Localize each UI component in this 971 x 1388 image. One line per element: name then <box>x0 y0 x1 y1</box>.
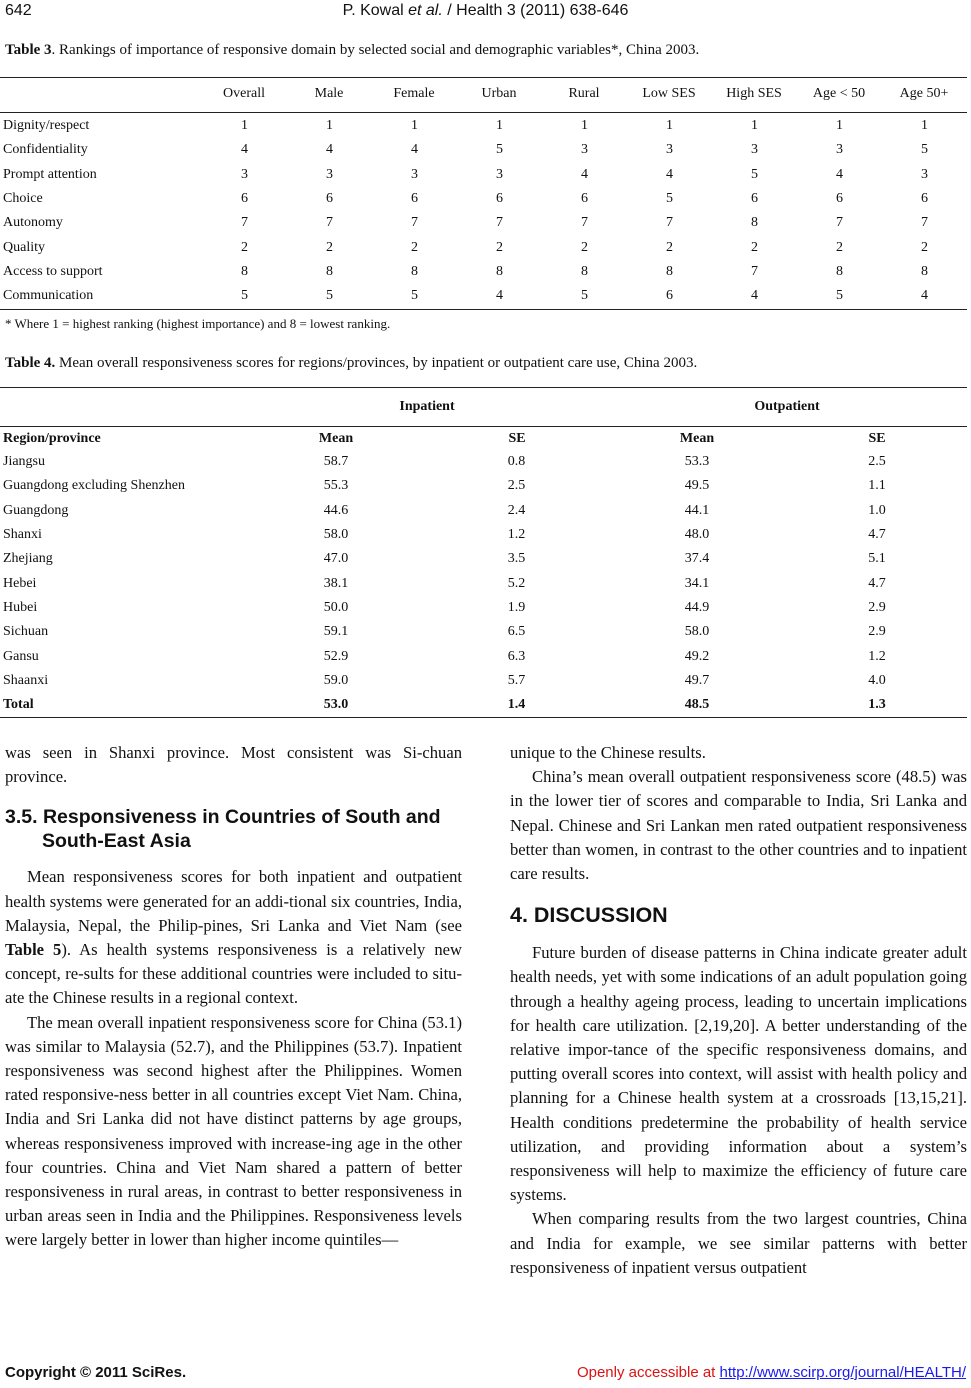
table-cell: 6 <box>751 191 758 207</box>
table-cell: 49.2 <box>684 648 710 664</box>
table-cell: 4 <box>666 166 673 182</box>
table-cell: 4 <box>751 288 758 304</box>
table-cell: 8 <box>581 263 588 279</box>
table-row <box>0 596 967 620</box>
page-number: 642 <box>5 2 32 19</box>
table-cell: 1 <box>326 118 333 134</box>
table-cell: 5 <box>751 166 758 182</box>
table-cell: 5 <box>496 142 503 158</box>
table-cell: 34.1 <box>684 575 710 591</box>
table-cell: 6.5 <box>507 624 526 640</box>
table-cell: 38.1 <box>323 575 349 591</box>
table4-caption: Table 4. Mean overall responsiveness scores for regions/provinces, by inpatient or outpatient care use, China 2003. <box>5 355 698 371</box>
table-cell: 53.0 <box>323 697 349 713</box>
table-cell: 1.2 <box>868 648 886 664</box>
table3-header-rule <box>0 112 967 113</box>
table-cell: 5 <box>921 142 928 158</box>
table-cell: 1.2 <box>507 527 526 543</box>
table-cell: 52.9 <box>323 648 349 664</box>
table-cell: 4 <box>326 142 333 158</box>
table-cell: 53.3 <box>684 454 710 470</box>
table-cell: 1 <box>921 118 928 134</box>
journal-link[interactable]: http://www.scirp.org/journal/HEALTH/ <box>719 1364 966 1381</box>
row-label: Hubei <box>3 599 38 615</box>
table-cell: 0.8 <box>507 454 526 470</box>
table-cell: 3 <box>666 142 673 158</box>
table3-col-header: Male <box>314 86 344 101</box>
table-cell: 4 <box>411 142 418 158</box>
table-cell: 5 <box>666 191 673 207</box>
table-row <box>0 620 967 644</box>
table4-col-header: SE <box>508 431 526 446</box>
table-cell: 8 <box>241 263 248 279</box>
row-label: Sichuan <box>3 624 49 640</box>
table-cell: 2.9 <box>868 624 886 640</box>
row-label: Jiangsu <box>3 454 45 470</box>
table-cell: 3 <box>496 166 503 182</box>
table4-group-rule <box>0 426 967 427</box>
row-label: Zhejiang <box>3 551 53 567</box>
table3-col-header: Female <box>393 86 435 101</box>
table-row <box>0 571 967 595</box>
table-cell: 3.5 <box>507 551 526 567</box>
table-row <box>0 474 967 498</box>
table-cell: 2 <box>241 239 248 255</box>
table-row <box>0 260 967 284</box>
table-cell: 49.7 <box>684 672 710 688</box>
table-cell: 1 <box>581 118 588 134</box>
table-cell: 4 <box>496 288 503 304</box>
row-label: Quality <box>3 239 45 255</box>
table-cell: 4 <box>581 166 588 182</box>
table4-group-header: Inpatient <box>399 399 455 414</box>
table-cell: 2.4 <box>507 502 526 518</box>
table-cell: 2 <box>581 239 588 255</box>
table-cell: 5 <box>326 288 333 304</box>
paragraph: Future burden of disease patterns in China indicate greater adult health needs, yet with some indications of an adult population going through a healthy ageing process, leading to uncertain implications for health care utilization. [2,19,20]. A better understanding of the relative impor-tance of the specific responsiveness domains, and putting overall scores into context, will assist with health policy and planning for a Chinese health system at a crossroads [13,15,21]. Health conditions predetermine the probability of health service utilization, and providing information about a system’s responsiveness will help to maximize the efficiency of future care systems. <box>510 943 967 1205</box>
paragraph: was seen in Shanxi province. Most consistent was Si-chuan province. <box>5 743 462 787</box>
table-cell: 1 <box>241 118 248 134</box>
table3-col-header: Rural <box>568 86 600 101</box>
row-label: Access to support <box>3 263 103 279</box>
table-cell: 8 <box>326 263 333 279</box>
table3-caption: Table 3. Rankings of importance of responsive domain by selected social and demographic variables*, China 2003. <box>5 42 700 58</box>
table-cell: 4 <box>921 288 928 304</box>
table-cell: 1 <box>411 118 418 134</box>
table4-col-header: SE <box>868 431 886 446</box>
table-row <box>0 211 967 235</box>
table-row <box>0 523 967 547</box>
table-row <box>0 450 967 474</box>
table-cell: 5 <box>411 288 418 304</box>
table-cell: 2 <box>666 239 673 255</box>
table-cell: 3 <box>751 142 758 158</box>
table3-col-header: Age < 50 <box>812 86 866 101</box>
table3-footnote: * Where 1 = highest ranking (highest importance) and 8 = lowest ranking. <box>5 316 391 331</box>
table3-col-header: Urban <box>481 86 517 101</box>
total-row <box>0 693 967 717</box>
table-cell: 50.0 <box>323 599 349 615</box>
table-cell: 2.5 <box>507 478 526 494</box>
table-cell: 2 <box>921 239 928 255</box>
table-cell: 47.0 <box>323 551 349 567</box>
table-cell: 7 <box>496 215 503 231</box>
table3-col-header: Age 50+ <box>899 86 949 101</box>
table-cell: 2 <box>496 239 503 255</box>
table-cell: 8 <box>751 215 758 231</box>
table-cell: 1 <box>666 118 673 134</box>
row-label: Shanxi <box>3 527 42 543</box>
table-row <box>0 499 967 523</box>
table-cell: 8 <box>836 263 843 279</box>
table-cell: 4 <box>241 142 248 158</box>
table3-body <box>0 114 967 308</box>
table-cell: 2 <box>751 239 758 255</box>
table-cell: 44.1 <box>684 502 710 518</box>
table-row <box>0 235 967 259</box>
table-cell: 49.5 <box>684 478 710 494</box>
table-cell: 4 <box>836 166 843 182</box>
row-label: Choice <box>3 191 43 207</box>
table-cell: 1 <box>496 118 503 134</box>
table3-bottom-rule <box>0 309 967 310</box>
table-cell: 6 <box>411 191 418 207</box>
table-cell: 5 <box>581 288 588 304</box>
table4-col-header: Mean <box>679 431 715 446</box>
row-label: Guangdong excluding Shenzhen <box>3 478 185 494</box>
table-cell: 1.3 <box>868 697 886 713</box>
table-row <box>0 114 967 138</box>
table4-body <box>0 450 967 717</box>
table-cell: 59.1 <box>323 624 349 640</box>
row-label: Guangdong <box>3 502 69 518</box>
table-cell: 7 <box>581 215 588 231</box>
table-cell: 59.0 <box>323 672 349 688</box>
table-cell: 6 <box>836 191 843 207</box>
table-cell: 6 <box>326 191 333 207</box>
table3-top-rule <box>0 77 967 78</box>
table-row <box>0 163 967 187</box>
table-cell: 5 <box>241 288 248 304</box>
table-cell: 3 <box>326 166 333 182</box>
table4-top-rule <box>0 387 967 388</box>
table-row <box>0 644 967 668</box>
table-cell: 37.4 <box>684 551 710 567</box>
paragraph: Mean responsiveness scores for both inpatient and outpatient health systems were generated for an addi-tional six countries, India, Malaysia, Nepal, the Philip-pines, Sri Lanka and Viet Nam (see Table 5). As health systems responsiveness is a relatively new concept, re-sults for these additional countries were included to situ-ate the Chinese results in a regional context. <box>5 867 462 1008</box>
copyright-notice: Copyright © 2011 SciRes. <box>5 1364 187 1381</box>
table-cell: 1.0 <box>868 502 886 518</box>
row-label: Gansu <box>3 648 39 664</box>
row-label: Dignity/respect <box>3 118 90 134</box>
table-row <box>0 284 967 308</box>
access-notice: Openly accessible at http://www.scirp.org/journal/HEALTH/ <box>576 1364 966 1381</box>
left-text-column <box>5 741 462 1253</box>
table-cell: 4.0 <box>868 672 886 688</box>
table4-col-header: Region/province <box>3 431 101 446</box>
table-cell: 1.9 <box>507 599 526 615</box>
table-cell: 1.1 <box>868 478 886 494</box>
table-row <box>0 669 967 693</box>
table-cell: 8 <box>666 263 673 279</box>
table-cell: 3 <box>241 166 248 182</box>
table-cell: 7 <box>411 215 418 231</box>
table-cell: 7 <box>666 215 673 231</box>
table-cell: 4.7 <box>868 575 886 591</box>
table-cell: 6 <box>581 191 588 207</box>
section-heading-3-5: 3.5. Responsiveness in Countries of South and South-East Asia <box>5 806 441 853</box>
row-label: Total <box>3 697 34 713</box>
table-cell: 48.5 <box>684 697 710 713</box>
table-cell: 3 <box>581 142 588 158</box>
row-label: Communication <box>3 288 94 304</box>
table-cell: 5.2 <box>507 575 526 591</box>
table-cell: 6 <box>666 288 673 304</box>
table-cell: 7 <box>326 215 333 231</box>
row-label: Confidentiality <box>3 142 88 158</box>
table-cell: 7 <box>241 215 248 231</box>
table3-col-header: Low SES <box>642 86 696 101</box>
table-cell: 58.7 <box>323 454 349 470</box>
table-cell: 7 <box>921 215 928 231</box>
table-cell: 5.7 <box>507 672 526 688</box>
row-label: Hebei <box>3 575 37 591</box>
table-cell: 3 <box>921 166 928 182</box>
table3-col-header: High SES <box>726 86 782 101</box>
table-cell: 3 <box>836 142 843 158</box>
table-cell: 4.7 <box>868 527 886 543</box>
paragraph: The mean overall inpatient responsiveness score for China (53.1) was similar to Malaysia (52.7), and the Philippines (53.7). Inpatient responsiveness was second highest after the Philippines. Women rated responsive-ness better in all countries except Viet Nam. China, India and Sri Lanka did not have distinct patterns by age groups, whereas responsiveness improved with increase-ing age in the other four countries. China and Viet Nam shared a pattern of better responsiveness in rural areas, in contrast to better responsiveness in urban areas seen in India and the Philippines. Responsiveness levels were largely better in lower than higher income quintiles— <box>5 1012 462 1250</box>
paragraph: China’s mean overall outpatient responsiveness score (48.5) was in the lower tier of scores and comparable to India, Sri Lanka and Nepal. Chinese and Sri Lankan men rated outpatient responsiveness better than women, in contrast to the other countries and to inpatient care results. <box>510 767 967 884</box>
table-cell: 2 <box>326 239 333 255</box>
table-cell: 58.0 <box>684 624 710 640</box>
table-cell: 6.3 <box>507 648 526 664</box>
table-cell: 44.6 <box>323 502 349 518</box>
paragraph: When comparing results from the two largest countries, China and India for example, we see similar patterns with better responsiveness of inpatient versus outpatient <box>510 1209 967 1277</box>
paragraph: unique to the Chinese results. <box>510 743 706 762</box>
table-row <box>0 187 967 211</box>
table-cell: 2.9 <box>868 599 886 615</box>
table4-col-header: Mean <box>318 431 354 446</box>
table-cell: 6 <box>496 191 503 207</box>
table5-reference: Table 5 <box>5 940 62 960</box>
row-label: Shaanxi <box>3 672 49 688</box>
table4-bottom-rule <box>0 717 967 718</box>
table-cell: 3 <box>411 166 418 182</box>
running-head: P. Kowal et al. / Health 3 (2011) 638-646 <box>342 2 629 19</box>
table-row <box>0 547 967 571</box>
table-row <box>0 138 967 162</box>
table-cell: 5.1 <box>868 551 886 567</box>
table-cell: 44.9 <box>684 599 710 615</box>
table-cell: 1.4 <box>507 697 526 713</box>
table-cell: 1 <box>751 118 758 134</box>
right-text-column <box>510 741 967 1280</box>
table-cell: 8 <box>921 263 928 279</box>
table-cell: 8 <box>496 263 503 279</box>
table-cell: 1 <box>836 118 843 134</box>
table3-col-header: Overall <box>223 86 265 101</box>
table-cell: 6 <box>921 191 928 207</box>
row-label: Prompt attention <box>3 166 97 182</box>
table-cell: 5 <box>836 288 843 304</box>
table4-group-header: Outpatient <box>754 399 820 414</box>
row-label: Autonomy <box>3 215 63 231</box>
table-cell: 58.0 <box>323 527 349 543</box>
table-cell: 2 <box>836 239 843 255</box>
table-cell: 7 <box>836 215 843 231</box>
table-cell: 7 <box>751 263 758 279</box>
table-cell: 2.5 <box>868 454 886 470</box>
table-cell: 8 <box>411 263 418 279</box>
table-cell: 55.3 <box>323 478 349 494</box>
section-heading-discussion: 4. DISCUSSION <box>510 903 668 928</box>
table-cell: 48.0 <box>684 527 710 543</box>
table-cell: 2 <box>411 239 418 255</box>
table-cell: 6 <box>241 191 248 207</box>
